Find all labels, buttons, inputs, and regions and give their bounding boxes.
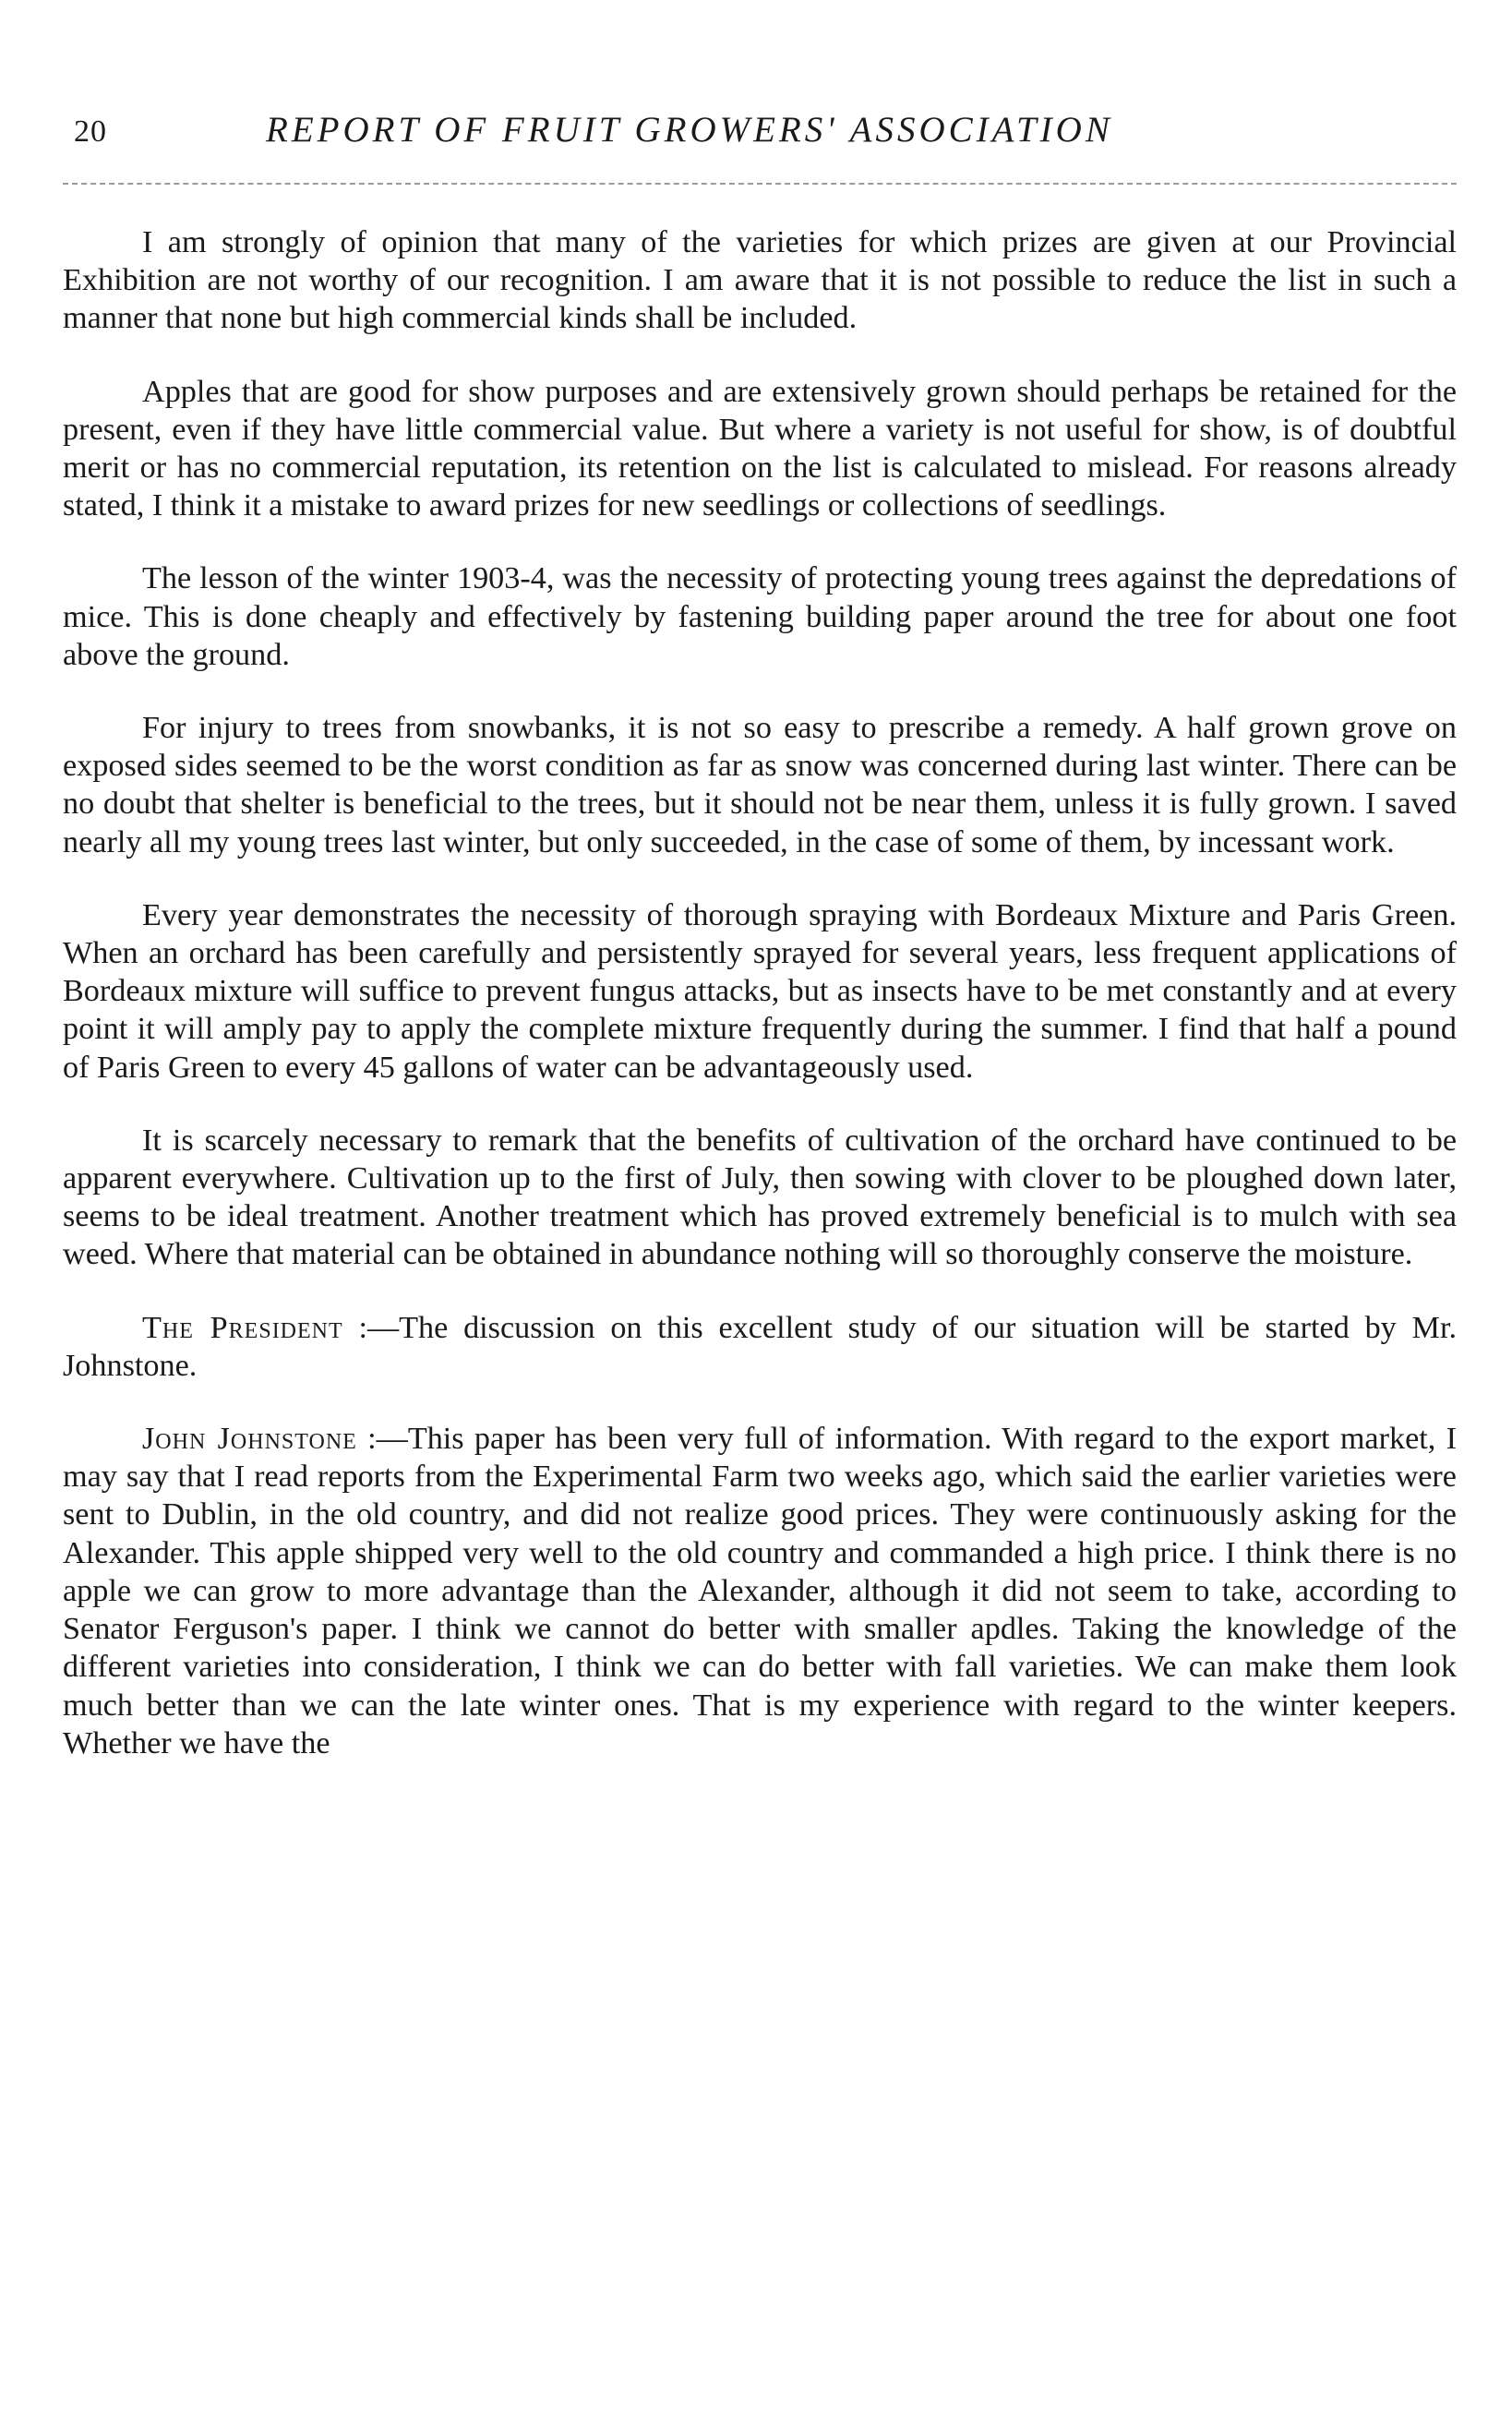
- running-title: REPORT OF FRUIT GROWERS' ASSOCIATION: [266, 110, 1113, 150]
- page-number: 20: [74, 114, 107, 149]
- paragraph-mice: The lesson of the winter 1903-4, was the necessity of protecting young trees against the depredations of mice. This is done cheaply and effectively by fastening building paper around the tree for about one foot above the ground.: [63, 561, 1457, 672]
- paragraph-show-apples: Apples that are good for show purposes and are extensively grown should perhaps be retained for the present, even if they have little commercial value. But where a variety is not useful for show, is of doubtful merit or has no commercial reputation, its retention on the list is calculated to mislead. For reasons already stated, I think it a mistake to award prizes for new seedlings or collections of seedlings.: [63, 374, 1457, 523]
- paragraph-johnstone: [63, 1420, 1457, 1762]
- speech-text: :—This paper has been very full of information. With regard to the export market, I may say that I read reports from the Experimental Farm two weeks ago, which said the earlier varieties were sent to Dublin, in the old country, and did not realize good prices. They were continuously asking for the Alexander. This apple shipped very well to the old country and commanded a high price. I think there is no apple we can grow to more advantage than the Alexander, although it did not seem to take, according to Senator Ferguson's paper. I think we cannot do better with smaller apdles. Taking the knowledge of the different varieties into consideration, I think we can do better with fall varieties. We can make them look much better than we can the late winter ones. That is my experience with regard to the winter keepers. Whether we have the: [63, 1422, 1458, 1760]
- body-text: [63, 223, 1457, 1797]
- speech-text: :—The discussion on this excellent study of our situation will be started by Mr. Johnstone.: [63, 1310, 1457, 1383]
- paragraph-spraying: Every year demonstrates the necessity of thorough spraying with Bordeaux Mixture and Paris Green. When an orchard has been carefully and persistently sprayed for several years, less frequent applications of Bordeaux mixture will suffice to prevent fungus attacks, but as insects have to be met constantly and at every point it will amply pay to apply the complete mixture frequently during the summer. I find that half a pound of Paris Green to every 45 gallons of water can be advantageously used.: [63, 897, 1457, 1085]
- paragraph-president: [63, 1309, 1457, 1385]
- paragraph-cultivation: It is scarcely necessary to remark that the benefits of cultivation of the orchard have continued to be apparent everywhere. Cultivation up to the first of July, then sowing with clover to be ploughed down later, seems to be ideal treatment. Another treatment which has proved extremely beneficial is to mulch with sea weed. Where that material can be obtained in abundance nothing will so thoroughly conserve the moisture.: [63, 1123, 1457, 1272]
- header-rule: [63, 183, 1457, 185]
- document-page: [63, 0, 1457, 2427]
- speaker-name: John Johnstone: [142, 1422, 357, 1457]
- running-head: [63, 109, 1457, 155]
- paragraph-snowbanks: For injury to trees from snowbanks, it is not so easy to prescribe a remedy. A half grown grove on exposed sides seemed to be the worst condition as far as snow was concerned during last winter. There can be no doubt that shelter is beneficial to the trees, but it should not be near them, unless it is fully grown. I saved nearly all my young trees last winter, but only succeeded, in the case of some of them, by incessant work.: [63, 711, 1457, 859]
- speaker-name: The President: [142, 1310, 343, 1345]
- paragraph-prizes: I am strongly of opinion that many of the varieties for which prizes are given at our Provincial Exhibition are not worthy of our recognition. I am aware that it is not possible to reduce the list in such a manner that none but high commercial kinds shall be included.: [63, 225, 1457, 336]
